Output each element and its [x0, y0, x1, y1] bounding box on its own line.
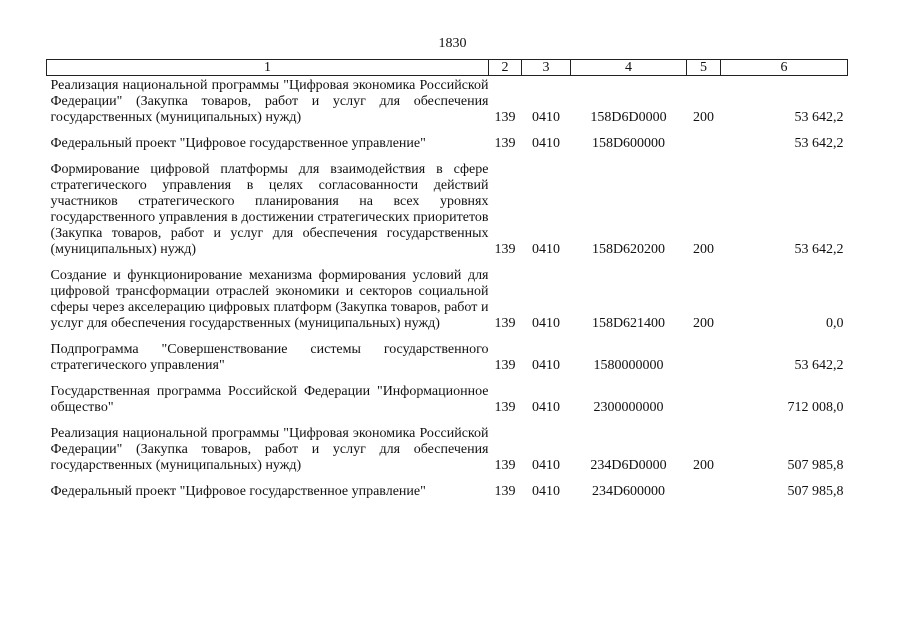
row-amount: 712 008,0 [787, 400, 844, 415]
table-row [47, 258, 848, 332]
row-expense-type [687, 126, 721, 152]
row-section-code: 0410 [532, 458, 560, 473]
row-amount: 507 985,8 [787, 458, 844, 473]
row-name: Реализация национальной программы "Цифровая экономика Российской Федерации" (Закупка товаров, работ и услуг для обеспечения государственных (муниципальных) нужд) [50, 426, 489, 473]
row-section-code: 0410 [532, 110, 560, 125]
row-amount: 507 985,8 [787, 484, 844, 499]
row-expense-type [687, 474, 721, 500]
row-amount: 0,0 [826, 316, 844, 331]
table-row [47, 126, 848, 152]
table-row [47, 332, 848, 374]
row-section-code: 0410 [532, 242, 560, 257]
row-ministry-code: 139 [494, 458, 516, 473]
table-row [47, 76, 848, 127]
row-target-article: 158D620200 [591, 242, 666, 257]
column-header: 4 [571, 60, 687, 76]
column-header: 3 [522, 60, 571, 76]
row-expense-type: 200 [693, 316, 714, 331]
row-name: Федеральный проект "Цифровое государственное управление" [50, 484, 426, 499]
column-header: 5 [687, 60, 721, 76]
row-target-article: 234D600000 [591, 484, 666, 499]
row-ministry-code: 139 [494, 242, 516, 257]
table-row [47, 416, 848, 474]
row-section-code: 0410 [532, 484, 560, 499]
table-row [47, 152, 848, 258]
row-target-article: 1580000000 [593, 358, 664, 373]
row-expense-type [687, 374, 721, 416]
budget-table [46, 59, 848, 500]
row-target-article: 158D621400 [591, 316, 666, 331]
row-expense-type [687, 332, 721, 374]
row-target-article: 158D600000 [591, 136, 666, 151]
page-number: 1830 [438, 36, 467, 51]
column-header: 1 [47, 60, 489, 76]
row-expense-type: 200 [693, 110, 714, 125]
row-target-article: 2300000000 [593, 400, 664, 415]
row-section-code: 0410 [532, 136, 560, 151]
row-name: Создание и функционирование механизма формирования условий для цифровой трансформации отраслей экономики и секторов социальной сферы через акселерацию цифровых платформ (Закупка товаров, работ и услуг для обеспечения государственных (муниципальных) нужд) [50, 268, 489, 331]
row-target-article: 158D6D0000 [590, 110, 667, 125]
column-header: 6 [721, 60, 848, 76]
row-amount: 53 642,2 [794, 110, 844, 125]
column-header: 2 [489, 60, 522, 76]
row-ministry-code: 139 [494, 316, 516, 331]
row-ministry-code: 139 [494, 110, 516, 125]
row-expense-type: 200 [693, 242, 714, 257]
row-section-code: 0410 [532, 316, 560, 331]
row-ministry-code: 139 [494, 136, 516, 151]
row-name: Подпрограмма "Совершенствование системы государственного стратегического управления" [50, 342, 489, 373]
row-name: Реализация национальной программы "Цифровая экономика Российской Федерации" (Закупка товаров, работ и услуг для обеспечения государственных (муниципальных) нужд) [50, 78, 489, 125]
row-ministry-code: 139 [494, 484, 516, 499]
table-row [47, 374, 848, 416]
row-amount: 53 642,2 [794, 136, 844, 151]
row-section-code: 0410 [532, 358, 560, 373]
row-name: Государственная программа Российской Федерации "Информационное общество" [50, 384, 489, 415]
row-target-article: 234D6D0000 [590, 458, 667, 473]
row-name: Федеральный проект "Цифровое государственное управление" [50, 136, 426, 151]
row-name: Формирование цифровой платформы для взаимодействия в сфере стратегического управления в целях согласованности действий участников стратегического планирования на всех уровнях государственного управления в достижении стратегических приоритетов (Закупка товаров, работ и услуг для обеспечения государственных (муниципальных) нужд) [50, 162, 489, 257]
row-ministry-code: 139 [494, 400, 516, 415]
row-amount: 53 642,2 [794, 242, 844, 257]
row-section-code: 0410 [532, 400, 560, 415]
column-number-header [47, 60, 848, 76]
row-amount: 53 642,2 [794, 358, 844, 373]
row-ministry-code: 139 [494, 358, 516, 373]
table-row [47, 474, 848, 500]
row-expense-type: 200 [693, 458, 714, 473]
